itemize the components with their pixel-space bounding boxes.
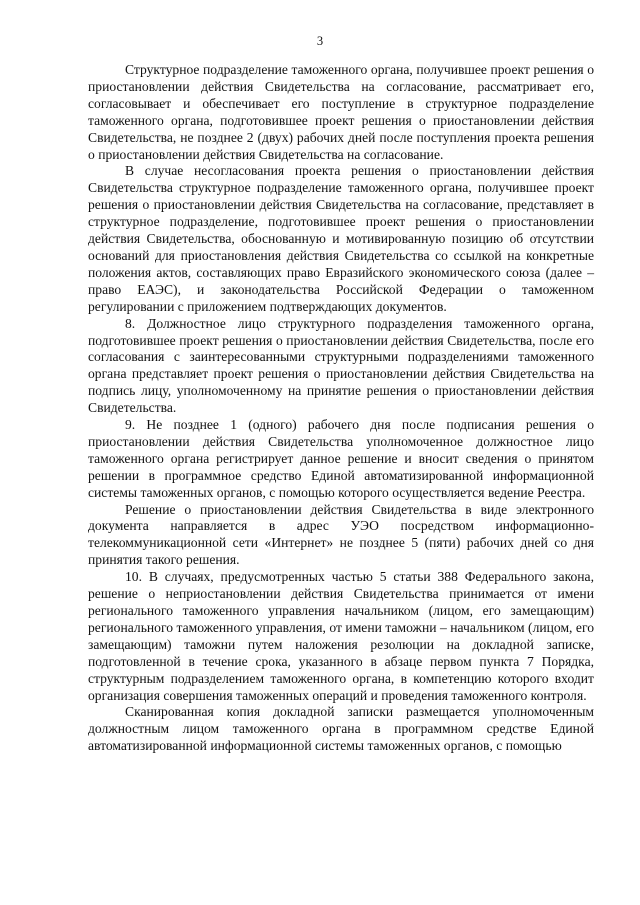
paragraph-electronic-document: Решение о приостановлении действия Свидетельства в виде электронного документа направляется в адрес УЭО посредством информационно-телекоммуникационной сети «Интернет» не позднее 5 (пяти) рабочих дней со дня принятия такого решения. <box>88 501 594 568</box>
document-body <box>88 62 594 755</box>
paragraph-approval-procedure: Структурное подразделение таможенного органа, получившее проект решения о приостановлении действия Свидетельства на согласование, рассматривает его, согласовывает и обеспечивает его поступление в структурное подразделение таможенного органа, подготовившее проект решения о приостановлении действия Свидетельства, не позднее 2 (двух) рабочих дней после поступления проекта решения о приостановлении действия Свидетельства на согласование. <box>88 62 594 162</box>
paragraph-item-9: 9. Не позднее 1 (одного) рабочего дня после подписания решения о приостановлении действия Свидетельства уполномоченное должностное лицо таможенного органа регистрирует данное решение и вносит сведения о принятом решении в программное средство Единой автоматизированной информационной системы таможенных органов, с помощью которого осуществляется ведение Реестра. <box>88 417 594 500</box>
paragraph-scanned-copy: Сканированная копия докладной записки размещается уполномоченным должностным лицом таможенного органа в программном средстве Единой автоматизированной информационной системы таможенных органов, с помощью <box>88 704 594 754</box>
paragraph-non-approval: В случае несогласования проекта решения о приостановлении действия Свидетельства структурное подразделение таможенного органа, получившее проект решения о приостановлении действия Свидетельства на согласование, представляет в структурное подразделение, подготовившее проект решения о приостановлении действия Свидетельства, обоснованную и мотивированную позицию об отсутствии оснований для приостановления действия Свидетельства со ссылкой на конкретные положения актов, составляющих право Евразийского экономического союза (далее – право ЕАЭС), и законодательства Российской Федерации о таможенном регулировании с приложением подтверждающих документов. <box>88 163 594 314</box>
page-number: 3 <box>316 34 324 48</box>
paragraph-item-8: 8. Должностное лицо структурного подразделения таможенного органа, подготовившее проект решения о приостановлении действия Свидетельства, после его согласования с заинтересованными структурными подразделениями таможенного органа представляет проект решения о приостановлении действия Свидетельства на подпись лицу, уполномоченному на принятие решения о приостановлении действия Свидетельства. <box>88 315 594 416</box>
paragraph-item-10: 10. В случаях, предусмотренных частью 5 статьи 388 Федерального закона, решение о неприостановлении действия Свидетельства принимается от имени регионального таможенного управления начальником (лицом, его замещающим) регионального таможенного управления, от имени таможни – начальником (лицом, его замещающим) таможни путем наложения резолюции на докладной записке, подготовленной в течение срока, указанного в абзаце первом пункта 7 Порядка, структурным подразделением таможенного органа, в компетенцию которого входит организация совершения таможенных операций и проведения таможенного контроля. <box>88 569 594 703</box>
